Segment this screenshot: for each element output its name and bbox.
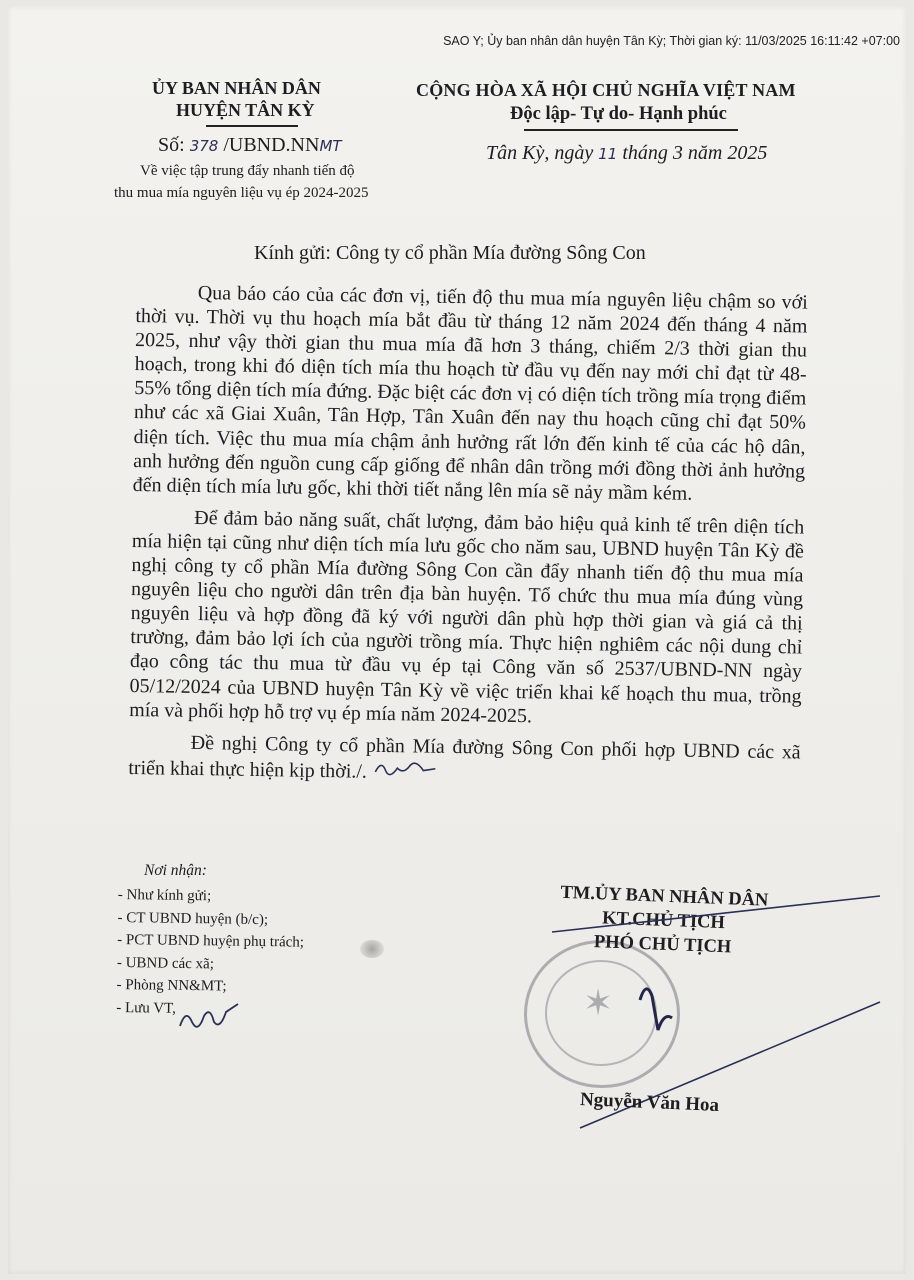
- subject-line1: Về việc tập trung đẩy nhanh tiến độ: [140, 163, 355, 179]
- recipient-item: - Như kính gửi;: [117, 886, 212, 905]
- recipient-item: - CT UBND huyện (b/c);: [117, 909, 269, 928]
- doc-number-prefix: Số:: [158, 134, 185, 156]
- subject-line2: thu mua mía nguyên liệu vụ ép 2024-2025: [114, 185, 369, 201]
- body-paragraph-2: Để đảm bảo năng suất, chất lượng, đảm bảo hiệu quả kinh tế trên diện tích mía hiện tại cũng như diện tích mía lưu gốc cho năm sau, UBND huyện Tân Kỳ đề nghị công ty cổ phần Mía đường Sông Con cần đẩy nhanh tiến độ thu mua mía nguyên liệu cho người dân trên địa bàn huyện. Tổ chức thu mua mía đúng vùng nguyên liệu và hợp đồng đã ký với người dân phù hợp thời gian và giá cả thị trường, đảm bảo lợi ích của người trồng mía. Thực hiện nghiêm các nội dung chỉ đạo công tác thu mua từ đầu vụ ép tại Công văn số 2537/UBND-NN ngày 05/12/2024 của UBND huyện Tân Kỳ về việc triển khai kế hoạch thu mua, trồng mía và phối hợp hỗ trợ vụ ép mía năm 2024-2025.: [129, 506, 805, 727]
- national-motto: Độc lập- Tự do- Hạnh phúc: [510, 104, 727, 124]
- issuing-org-line1: ỦY BAN NHÂN DÂN: [152, 78, 321, 98]
- recipient-item: - Lưu VT,: [116, 999, 177, 1017]
- official-seal-icon: [524, 940, 680, 1088]
- recipients-title: Nơi nhận:: [144, 862, 207, 879]
- letter-body: [128, 280, 808, 798]
- signature-title-3: PHÓ CHỦ TỊCH: [593, 932, 732, 958]
- national-title: CỘNG HÒA XÃ HỘI CHỦ NGHĨA VIỆT NAM: [416, 80, 796, 100]
- recipient-line: Kính gửi: Công ty cổ phần Mía đường Sông Con: [254, 242, 646, 264]
- signature-block: [537, 880, 790, 962]
- ink-smudge: [360, 940, 384, 958]
- org-underline: [206, 125, 298, 127]
- recipients-list: [116, 884, 305, 1022]
- document-number: [158, 134, 342, 157]
- recipient-item: - Phòng NN&MT;: [116, 977, 227, 995]
- seal-emblem-icon: ✶: [583, 983, 614, 1024]
- doc-code-handwritten: MT: [319, 137, 342, 155]
- handwritten-initials: [373, 758, 437, 779]
- doc-number-code: /UBND.NN: [223, 134, 320, 156]
- body-paragraph-3: [128, 730, 801, 791]
- digital-copy-stamp: SAO Y; Ủy ban nhân dân huyện Tân Kỳ; Thời gian ký: 11/03/2025 16:11:42 +07:00: [443, 34, 900, 48]
- closing-request: Đề nghị Công ty cổ phần Mía đường Sông Con phối hợp UBND các xã triển khai thực hiện kịp thời./.: [128, 731, 801, 783]
- motto-underline: [524, 129, 738, 131]
- date-prefix: Tân Kỳ, ngày: [486, 142, 594, 164]
- recipient-item: - PCT UBND huyện phụ trách;: [117, 932, 305, 951]
- signer-name: Nguyễn Văn Hoa: [579, 1088, 720, 1117]
- signature-title-1: TM.ỦY BAN NHÂN DÂN: [560, 882, 769, 911]
- recipient-item: - UBND các xã;: [116, 954, 215, 973]
- date-day-handwritten: 11: [598, 145, 618, 163]
- date-suffix: tháng 3 năm 2025: [622, 142, 768, 164]
- issuing-org-line2: HUYỆN TÂN KỲ: [176, 100, 315, 120]
- signature-title-2: KT.CHỦ TỊCH: [601, 908, 726, 934]
- body-paragraph-1: Qua báo cáo của các đơn vị, tiến độ thu mua mía nguyên liệu chậm so với thời vụ. Thời vụ thu hoạch mía bắt đầu từ tháng 12 năm 2024 đến tháng 4 năm 2025, như vậy thời gian thu mua mía đã hơn 3 tháng, chiếm 2/3 thời gian thu hoạch, trong khi đó diện tích mía thu hoạch từ đầu vụ đến nay mới chỉ đạt từ 48-55% tổng diện tích mía đứng. Đặc biệt các đơn vị có diện tích trồng mía trọng điểm như các xã Giai Xuân, Tân Hợp, Tân Xuân đến nay thu hoạch cũng chỉ đạt 50% diện tích. Việc thu mua mía chậm ảnh hưởng rất lớn đến kinh tế của các hộ dân, anh hưởng đến nguồn cung cấp giống để nhân dân trồng mới đồng thời ảnh hưởng đến diện tích mía lưu gốc, khi thời tiết nắng lên mía sẽ nảy mầm kém.: [132, 281, 808, 505]
- doc-number-handwritten: 378: [189, 137, 219, 155]
- place-and-date: [486, 142, 767, 165]
